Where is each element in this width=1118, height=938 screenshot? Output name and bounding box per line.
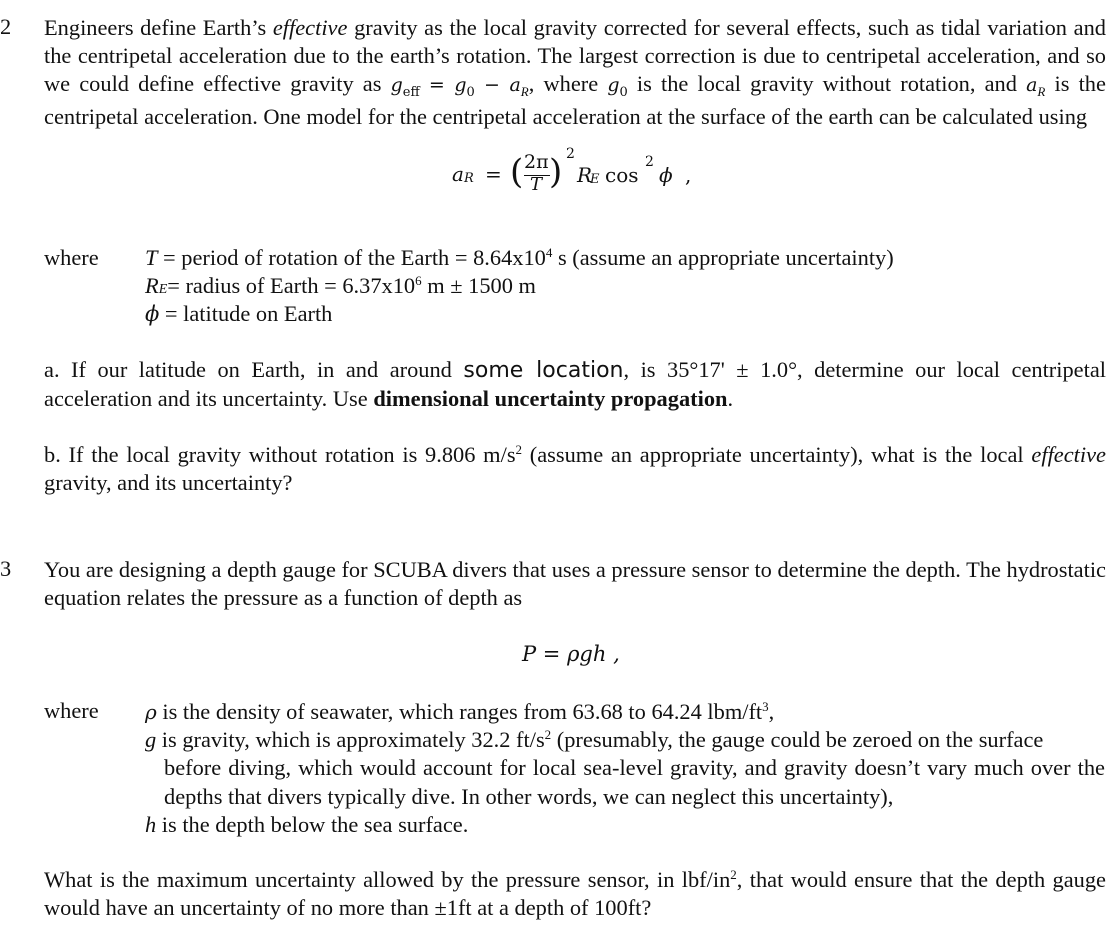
R-tail: m ± 1500 m <box>421 273 536 298</box>
g-exponent: 2 <box>544 727 552 743</box>
part-b-exponent: 2 <box>515 442 523 457</box>
eq-lhs: a <box>452 162 464 186</box>
part-a-text: , is 35°17' ± 1.0°, determine our local centripetal acceleration and its uncertainty. Use <box>44 357 1106 412</box>
eq-g0: = g <box>428 74 467 97</box>
part-b <box>44 441 1106 497</box>
definition-RE <box>145 273 536 299</box>
problem-3-number: 3 <box>0 556 12 581</box>
definition-T <box>145 245 894 271</box>
question-text: , that would ensure that the depth gauge would have an uncertainty of no more than ±1ft at a depth of 100ft? <box>44 867 1106 921</box>
eq-R-sub: E <box>590 172 600 187</box>
aR-symbol: a <box>1026 74 1038 97</box>
intro-text: gravity as the local gravity corrected for several effects, such as tidal variation and the centripetal acceleration due to the earth’s rotation. The largest correction is due to centripetal acceleration, and so we could define effective gravity as <box>44 15 1106 97</box>
rho-symbol: ρ <box>145 700 157 724</box>
eq-equals: = <box>485 162 502 186</box>
geff-subscript: eff <box>402 85 420 101</box>
part-a-location: some location <box>463 358 624 383</box>
R-subscript: E <box>158 282 168 297</box>
intro-text: is the local gravity without rotation, and <box>636 71 1017 97</box>
eq-denominator: T <box>530 174 543 195</box>
part-a-text: a. If our latitude on Earth, in and around <box>44 357 452 382</box>
definitions-block <box>145 698 1105 839</box>
eq-lhs-sub: R <box>464 171 474 186</box>
centripetal-equation <box>440 146 720 200</box>
rho-text: is the density of seawater, which ranges from 63.68 to 64.24 lbm/ft <box>156 699 763 724</box>
part-b-italic: effective <box>1031 442 1106 467</box>
definition-g <box>145 726 1105 754</box>
where-label: where <box>44 245 99 270</box>
g0-subscript: 0 <box>466 85 475 101</box>
effective-word: effective <box>272 15 348 40</box>
part-a-bold: dimensional uncertainty propagation <box>373 386 728 412</box>
eq-R: R <box>577 163 593 187</box>
eq-left-paren: ( <box>510 152 524 192</box>
problem-2-number: 2 <box>0 14 12 39</box>
definition-h <box>145 811 1105 839</box>
eq-minus-a: − a <box>483 74 521 97</box>
rho-tail: , <box>768 699 775 724</box>
aR-subscript: R <box>1037 84 1046 100</box>
h-text: is the depth below the sea surface. <box>156 811 469 837</box>
g-symbol: g <box>145 727 157 753</box>
part-b-text: b. If the local gravity without rotation is 9.806 m/s <box>44 442 516 467</box>
eq-right-paren: ) <box>549 152 563 192</box>
part-b-text: (assume an appropriate uncertainty), what is the local <box>522 442 1024 467</box>
R-exponent: 6 <box>415 273 422 288</box>
R-text: = radius of Earth = 6.37x10 <box>167 273 416 298</box>
R-symbol: R <box>145 273 159 298</box>
g-text: is gravity, which is approximately 32.2 ft/s <box>156 727 545 753</box>
eq-numerator: 2π <box>524 151 549 173</box>
part-a <box>44 356 1106 413</box>
hydrostatic-equation: P = ρgh , <box>522 642 620 666</box>
g0-subscript: 0 <box>619 85 628 101</box>
intro-text: , where <box>528 71 599 97</box>
problem-3-question <box>44 866 1106 922</box>
phi-symbol: ϕ <box>145 302 160 326</box>
definition-phi <box>145 301 332 327</box>
eq-cos-power: 2 <box>645 154 654 170</box>
problem-2-intro <box>44 14 1106 131</box>
part-a-text: . <box>727 386 734 412</box>
eq-power: 2 <box>566 146 575 162</box>
T-tail: s (assume an appropriate uncertainty) <box>552 245 894 270</box>
definition-rho <box>145 698 1105 726</box>
where-label: where <box>44 698 99 723</box>
question-exponent: 2 <box>730 867 737 882</box>
definition-g-continued: before diving, which would account for local sea-level gravity, and gravity doesn’t vary much over the depths that divers typically dive. In other words, we can neglect this uncertainty), <box>164 755 1105 809</box>
part-b-text: gravity, and its uncertainty? <box>44 470 293 496</box>
intro-text: is the centripetal acceleration. One model for the centripetal acceleration at the surface of the earth can be calculated using <box>44 71 1106 129</box>
eq-cos: cos <box>605 163 639 187</box>
rho-exponent: 3 <box>762 699 769 714</box>
geff-symbol: g <box>390 74 403 97</box>
eq-comma: , <box>685 163 692 187</box>
g-tail: (presumably, the gauge could be zeroed on the surface <box>551 727 1044 753</box>
h-symbol: h <box>145 811 157 837</box>
g0-symbol: g <box>607 74 620 97</box>
question-text: What is the maximum uncertainty allowed by the pressure sensor, in lbf/in <box>44 867 731 892</box>
intro-text: Engineers define Earth’s <box>44 15 267 40</box>
T-exponent: 4 <box>545 245 553 260</box>
aR-subscript: R <box>520 84 529 100</box>
phi-text: = latitude on Earth <box>159 301 333 326</box>
problem-3-intro: You are designing a depth gauge for SCUBA divers that uses a pressure sensor to determine the depth. The hydrostatic equation relates the pressure as a function of depth as <box>44 557 1106 611</box>
eq-phi: ϕ <box>659 163 673 187</box>
T-symbol: T <box>145 245 158 270</box>
T-text: = period of rotation of the Earth = 8.64x10 <box>157 245 546 270</box>
